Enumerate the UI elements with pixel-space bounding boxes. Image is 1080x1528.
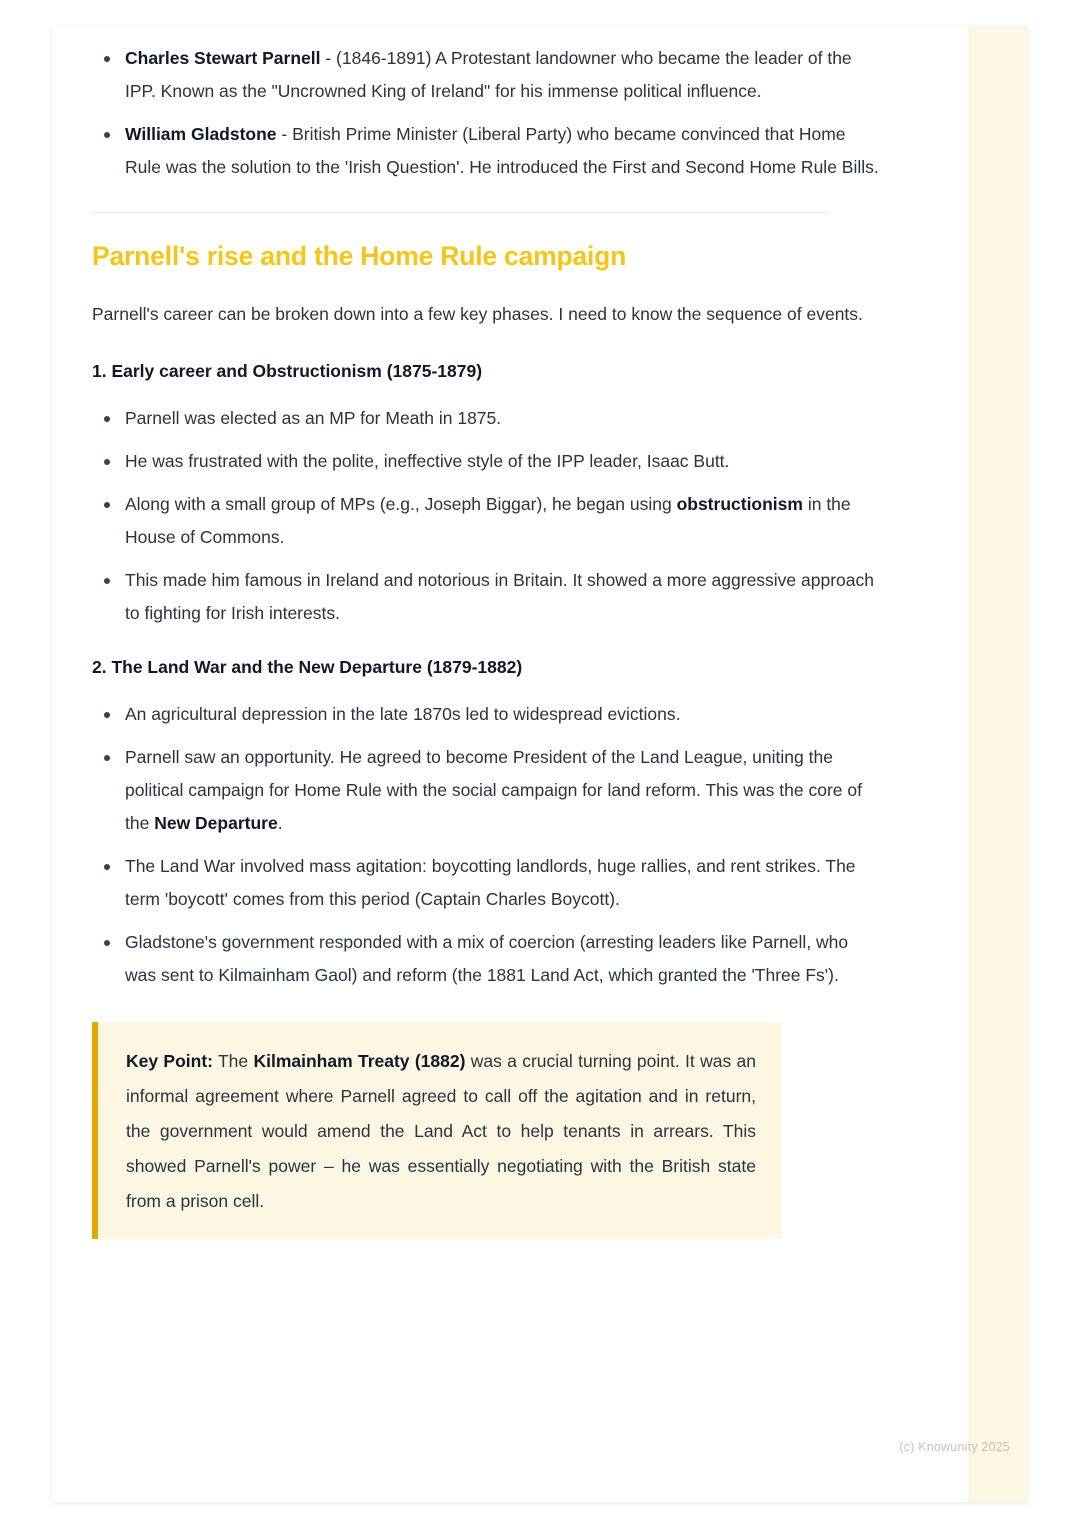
key-point-callout bbox=[92, 1022, 782, 1239]
term-label: William Gladstone bbox=[125, 124, 277, 144]
document-page bbox=[52, 26, 1028, 1502]
list-item-emphasis: obstructionism bbox=[676, 494, 803, 514]
list-item-text: Along with a small group of MPs (e.g., Joseph Biggar), he began using bbox=[125, 494, 677, 514]
page-title: Parnell's rise and the Home Rule campaign bbox=[92, 241, 627, 271]
list-item bbox=[92, 402, 882, 435]
list-item bbox=[92, 850, 882, 916]
term-description: - (1846-1891) A Protestant landowner who became the leader of the IPP. Known as the "Uncrowned King of Ireland" for his immense political influence. bbox=[125, 48, 852, 101]
list-item-text: Gladstone's government responded with a mix of coercion (arresting leaders like Parnell, who was sent to Kilmainham Gaol) and reform (the 1881 Land Act, which granted the 'Three Fs'). bbox=[125, 932, 849, 985]
list-item-text-tail: in the House of Commons. bbox=[125, 494, 851, 547]
subsection-heading-2: 2. The Land War and the New Departure (1879-1882) bbox=[92, 657, 523, 677]
phase-one-list bbox=[92, 402, 882, 630]
page-margin-strip bbox=[969, 26, 1028, 1502]
list-item bbox=[92, 445, 882, 478]
term-label: Charles Stewart Parnell bbox=[125, 48, 321, 68]
list-item bbox=[92, 926, 882, 992]
list-item-text: This made him famous in Ireland and notorious in Britain. It showed a more aggressive approach to fighting for Irish interests. bbox=[125, 570, 875, 623]
list-item-text: Parnell was elected as an MP for Meath in 1875. bbox=[125, 408, 502, 428]
watermark: (c) Knowunity 2025 bbox=[899, 1440, 1010, 1454]
key-point-text bbox=[126, 1044, 756, 1219]
phase-two-list bbox=[92, 698, 882, 992]
list-item-text: Parnell saw an opportunity. He agreed to become President of the Land League, uniting the political campaign for Home Rule with the social campaign for land reform. This was the core of the bbox=[125, 747, 862, 833]
key-point-lead: The bbox=[213, 1051, 254, 1071]
key-point-highlight: Kilmainham Treaty (1882) bbox=[253, 1051, 466, 1071]
key-point-label: Key Point: bbox=[126, 1051, 213, 1071]
subsection-heading-1: 1. Early career and Obstructionism (1875-1879) bbox=[92, 361, 483, 381]
spacer bbox=[92, 640, 882, 654]
list-item bbox=[92, 488, 882, 554]
section-divider bbox=[92, 212, 828, 213]
list-item bbox=[92, 698, 882, 731]
key-figures-list bbox=[92, 42, 882, 184]
list-item-text: The Land War involved mass agitation: boycotting landlords, huge rallies, and rent strikes. The term 'boycott' comes from this period (Captain Charles Boycott). bbox=[125, 856, 856, 909]
list-item bbox=[92, 741, 882, 840]
key-point-body: was a crucial turning point. It was an informal agreement where Parnell agreed to call off the agitation and in return, the government would amend the Land Act to help tenants in arrears. This showed Parnell's power – he was essentially negotiating with the British state from a prison cell. bbox=[126, 1051, 756, 1211]
list-item bbox=[92, 118, 882, 184]
list-item-text: He was frustrated with the polite, ineffective style of the IPP leader, Isaac Butt. bbox=[125, 451, 730, 471]
list-item-text-tail: . bbox=[277, 813, 283, 833]
list-item-emphasis: New Departure bbox=[154, 813, 278, 833]
term-description: - British Prime Minister (Liberal Party) who became convinced that Home Rule was the solution to the 'Irish Question'. He introduced the First and Second Home Rule Bills. bbox=[125, 124, 879, 177]
section-intro-paragraph: Parnell's career can be broken down into a few key phases. I need to know the sequence of events. bbox=[92, 304, 863, 324]
list-item-text: An agricultural depression in the late 1870s led to widespread evictions. bbox=[125, 704, 681, 724]
list-item bbox=[92, 42, 882, 108]
list-item bbox=[92, 564, 882, 630]
document-content bbox=[92, 42, 882, 1239]
